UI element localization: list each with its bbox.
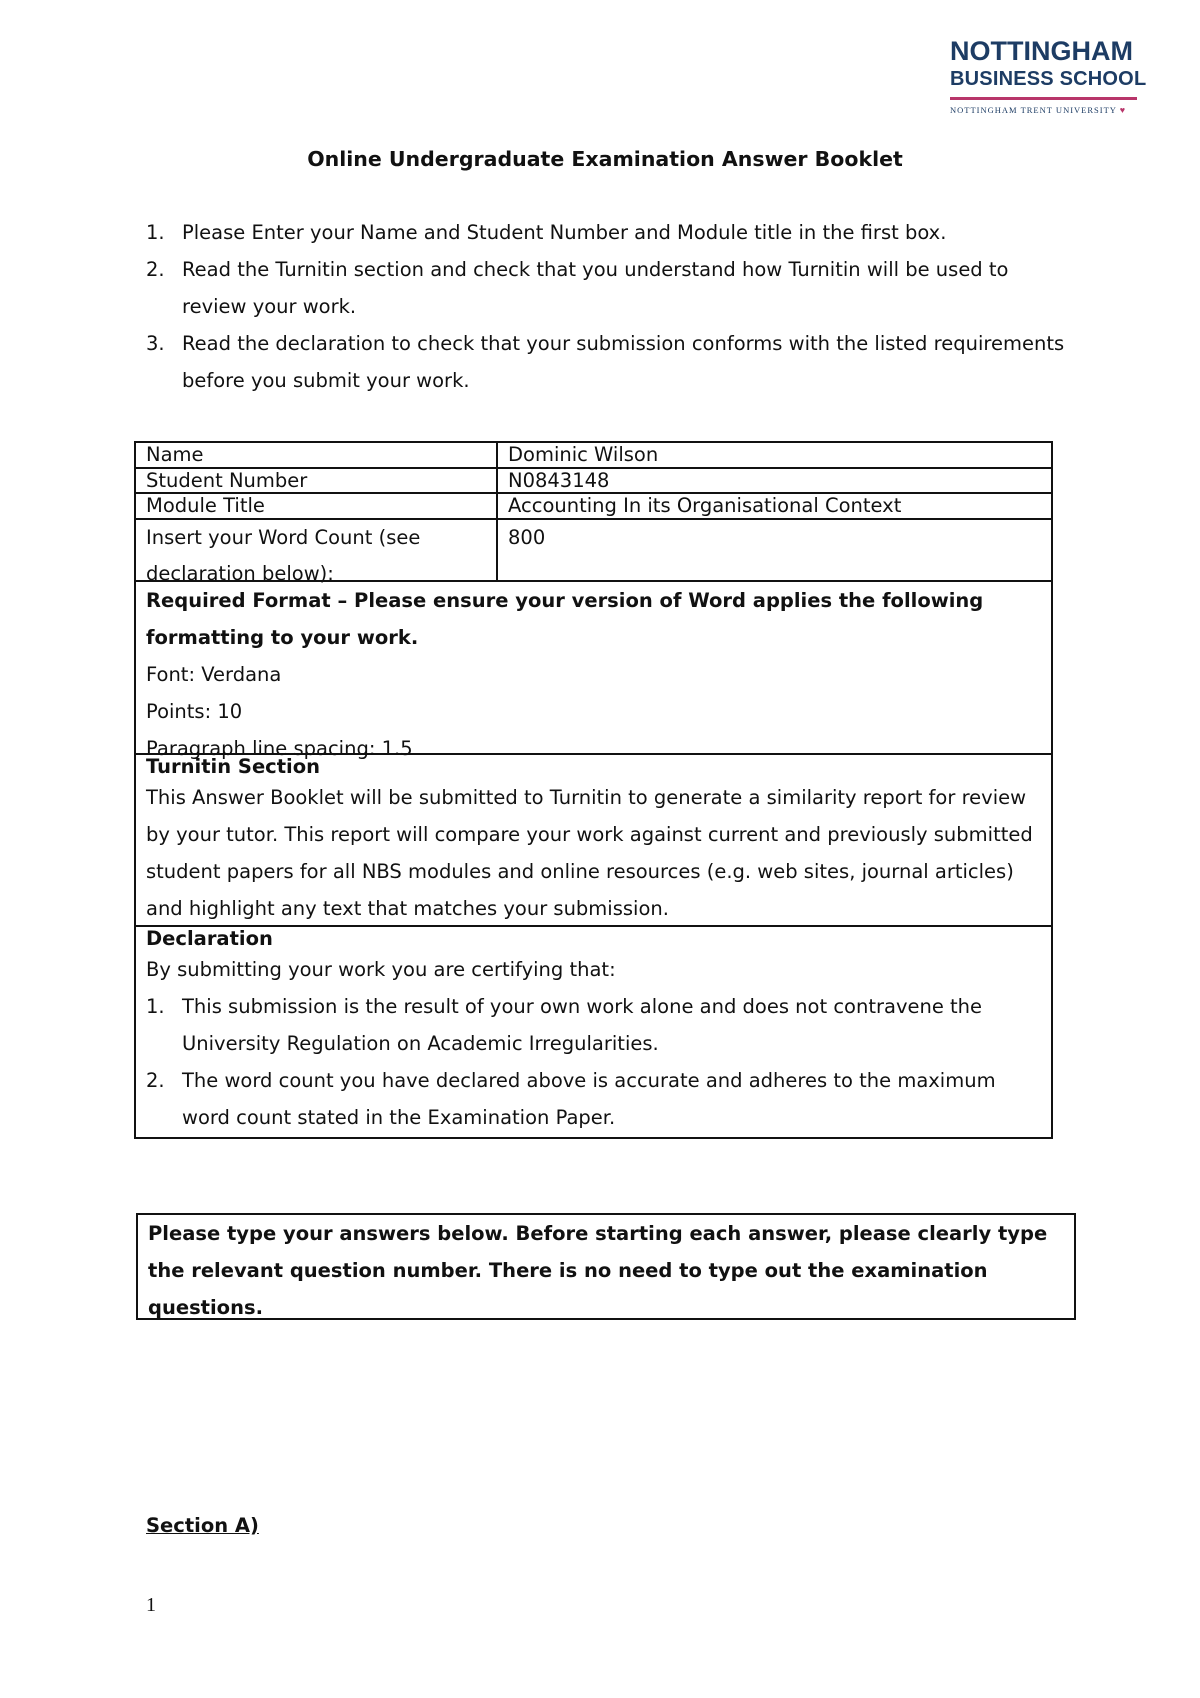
logo-line-business-school: BUSINESS SCHOOL — [950, 68, 1147, 90]
logo-divider — [950, 97, 1137, 100]
heart-icon: ♥ — [1119, 105, 1127, 115]
turnitin-heading: Turnitin Section — [146, 754, 321, 778]
nbs-logo — [950, 36, 1147, 115]
table-row-module-title — [136, 494, 1051, 520]
instruction-text: Read the Turnitin section and check that you understand how Turnitin will be used to review your work. — [182, 258, 1009, 318]
format-points: Points: 10 — [146, 699, 243, 723]
logo-line-nottingham: NOTTINGHAM — [950, 36, 1133, 66]
section-heading: Section A) — [146, 1514, 259, 1537]
student-details-table — [134, 441, 1053, 1139]
name-label: Name — [136, 443, 498, 467]
instruction-number: 2. — [146, 258, 165, 281]
turnitin-body: This Answer Booklet will be submitted to Turnitin to generate a similarity report for review by your tutor. This report will compare your work against current and previously submitted student papers for all NBS modules and online resources (e.g. web sites, journal articles) and highlight any text that matches your submission. — [146, 785, 1033, 920]
declaration-text: This submission is the result of your own work alone and does not contravene the University Regulation on Academic Irregularities. — [182, 994, 983, 1055]
required-format-heading: Required Format – Please ensure your version of Word applies the following formatting to your work. — [146, 588, 984, 649]
instruction-number: 1. — [146, 221, 165, 244]
table-row-word-count — [136, 520, 1051, 585]
format-line-spacing: Paragraph line spacing: 1.5 — [146, 736, 413, 760]
name-value[interactable]: Dominic Wilson — [508, 443, 659, 466]
instruction-item — [146, 214, 1066, 251]
instruction-text: Please Enter your Name and Student Number and Module title in the first box. — [182, 221, 947, 244]
declaration-number: 2. — [146, 1068, 165, 1092]
logo-university-name: NOTTINGHAM TRENT UNIVERSITY — [950, 105, 1117, 115]
student-number-label: Student Number — [136, 469, 498, 493]
declaration-item — [146, 988, 1041, 1062]
declaration-section — [136, 927, 1051, 1137]
declaration-number: 1. — [146, 994, 165, 1018]
format-font: Font: Verdana — [146, 662, 282, 686]
table-row-student-number — [136, 469, 1051, 495]
module-title-value[interactable]: Accounting In its Organisational Context — [508, 494, 902, 517]
declaration-text: The word count you have declared above is accurate and adheres to the maximum word count stated in the Examination Paper. — [182, 1068, 996, 1129]
module-title-label: Module Title — [136, 494, 498, 518]
page-title: Online Undergraduate Examination Answer Booklet — [307, 147, 903, 171]
declaration-item — [146, 1062, 1041, 1136]
logo-university-line — [950, 105, 1140, 115]
student-number-value[interactable]: N0843148 — [508, 468, 610, 492]
required-format-section — [136, 582, 1051, 760]
word-count-value[interactable]: 800 — [508, 525, 546, 549]
word-count-label: Insert your Word Count (see declaration below): — [136, 520, 498, 580]
answer-instructions-box: Please type your answers below. Before starting each answer, please clearly type the relevant question number. There is no need to type out the examination questions. — [136, 1213, 1076, 1320]
instruction-item — [146, 325, 1066, 399]
instruction-text: Read the declaration to check that your submission conforms with the listed requirements before you submit your work. — [182, 332, 1065, 392]
declaration-list — [146, 988, 1041, 1136]
declaration-intro: By submitting your work you are certifying that: — [146, 957, 616, 981]
instructions-list — [146, 214, 1066, 399]
instruction-number: 3. — [146, 332, 165, 355]
declaration-heading: Declaration — [146, 926, 273, 950]
turnitin-section — [136, 755, 1051, 927]
page-number: 1 — [146, 1594, 156, 1616]
instruction-item — [146, 251, 1066, 325]
table-row-name — [136, 443, 1051, 469]
